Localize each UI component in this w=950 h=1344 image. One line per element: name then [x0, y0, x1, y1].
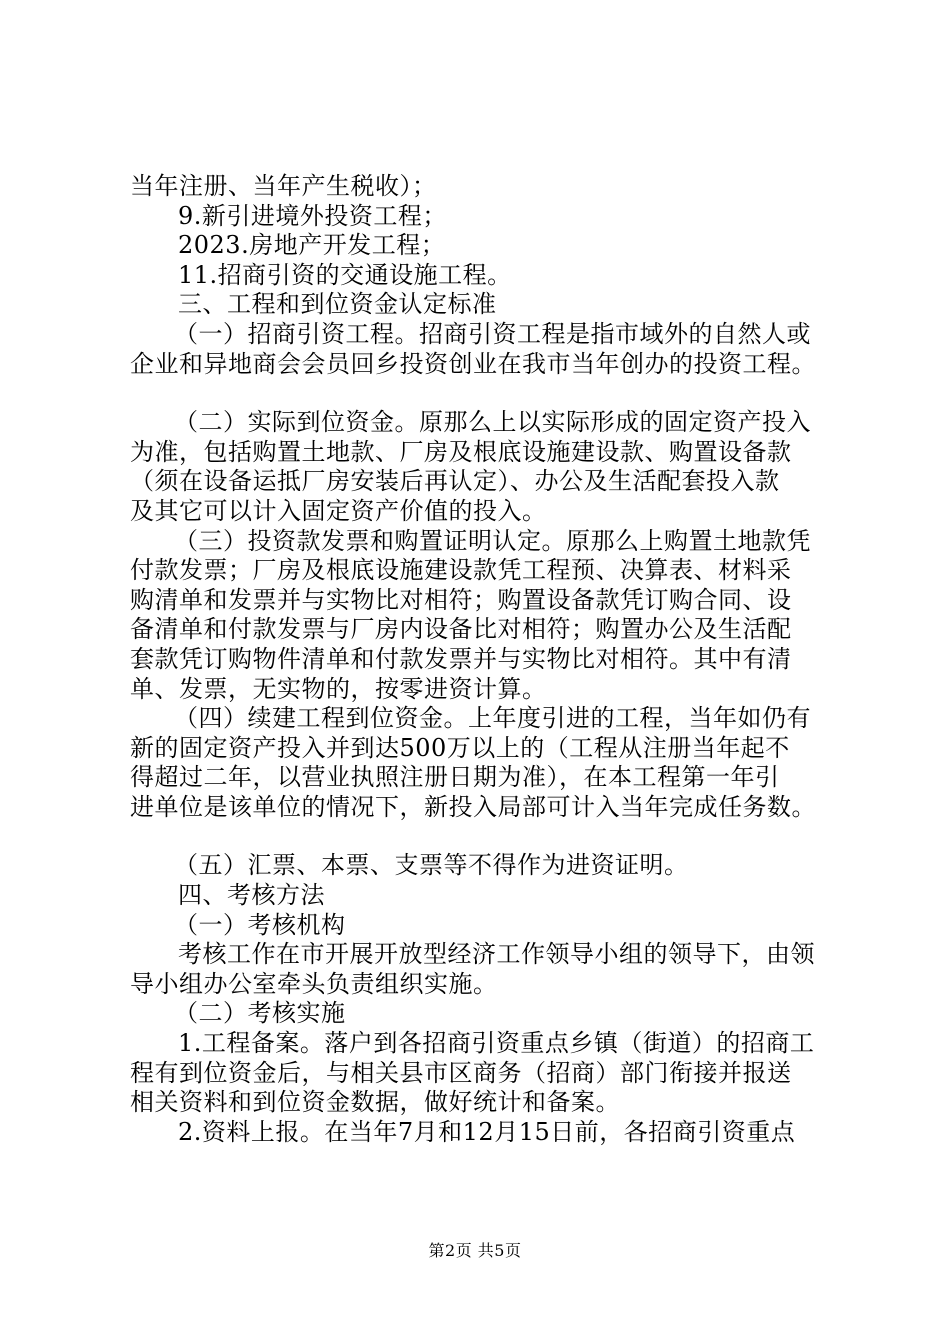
text-line: 付款发票；厂房及根底设施建设款凭工程预、决算表、材料采 — [130, 556, 792, 585]
text-line: 为准，包括购置土地款、厂房及根底设施建设款、购置设备款 — [130, 437, 792, 466]
page-number: 第2页 共5页 — [428, 1241, 522, 1260]
text-line: 考核工作在市开展开放型经济工作领导小组的领导下，由领 — [178, 940, 815, 969]
text-line: 及其它可以计入固定资产价值的投入。 — [130, 496, 547, 525]
subsection-heading: （一）考核机构 — [174, 910, 346, 939]
text-line: （须在设备运抵厂房安装后再认定）、办公及生活配套投入款 — [130, 467, 780, 496]
text-line: 企业和异地商会会员回乡投资创业在我市当年创办的投资工程。 — [130, 349, 816, 378]
text-line: （三）投资款发票和购置证明认定。原那么上购置土地款凭 — [174, 526, 811, 555]
text-line: 2023.房地产开发工程； — [178, 231, 446, 260]
text-line: （二）实际到位资金。原那么上以实际形成的固定资产投入 — [174, 408, 811, 437]
text-line: 备清单和付款发票与厂房内设备比对相符；购置办公及生活配 — [130, 615, 792, 644]
text-line: 11.招商引资的交通设施工程。 — [178, 260, 512, 289]
text-line: 当年注册、当年产生税收）； — [130, 172, 437, 200]
text-line: 新的固定资产投入并到达500万以上的（工程从注册当年起不 — [130, 733, 790, 762]
text-line: 进单位是该单位的情况下，新投入局部可计入当年完成任务数。 — [130, 792, 816, 821]
text-line: 程有到位资金后，与相关县市区商务（招商）部门衔接并报送 — [130, 1058, 792, 1087]
text-line: 套款凭订购物件清单和付款发票并与实物比对相符。其中有清 — [130, 644, 792, 673]
text-line: （一）招商引资工程。招商引资工程是指市域外的自然人或 — [174, 319, 811, 348]
text-line: 1.工程备案。落户到各招商引资重点乡镇（街道）的招商工 — [178, 1029, 815, 1058]
text-line: 购清单和发票并与实物比对相符；购置设备款凭订购合同、设 — [130, 585, 792, 614]
text-line: 相关资料和到位资金数据，做好统计和备案。 — [130, 1088, 620, 1117]
section-heading: 四、考核方法 — [178, 881, 325, 910]
text-line: （五）汇票、本票、支票等不得作为进资证明。 — [174, 851, 689, 880]
text-line: （四）续建工程到位资金。上年度引进的工程，当年如仍有 — [174, 704, 811, 733]
subsection-heading: （二）考核实施 — [174, 999, 346, 1028]
page-footer — [0, 1238, 950, 1261]
text-line: 2.资料上报。在当年7月和12月15日前，各招商引资重点 — [178, 1117, 796, 1146]
text-line: 得超过二年，以营业执照注册日期为准），在本工程第一年引 — [130, 763, 780, 792]
text-line: 单、发票，无实物的，按零进资计算。 — [130, 674, 547, 703]
text-line: 导小组办公室牵头负责组织实施。 — [130, 969, 498, 998]
document-body — [130, 172, 840, 1147]
section-heading: 三、工程和到位资金认定标准 — [178, 290, 497, 319]
text-line: 9.新引进境外投资工程； — [178, 201, 447, 230]
